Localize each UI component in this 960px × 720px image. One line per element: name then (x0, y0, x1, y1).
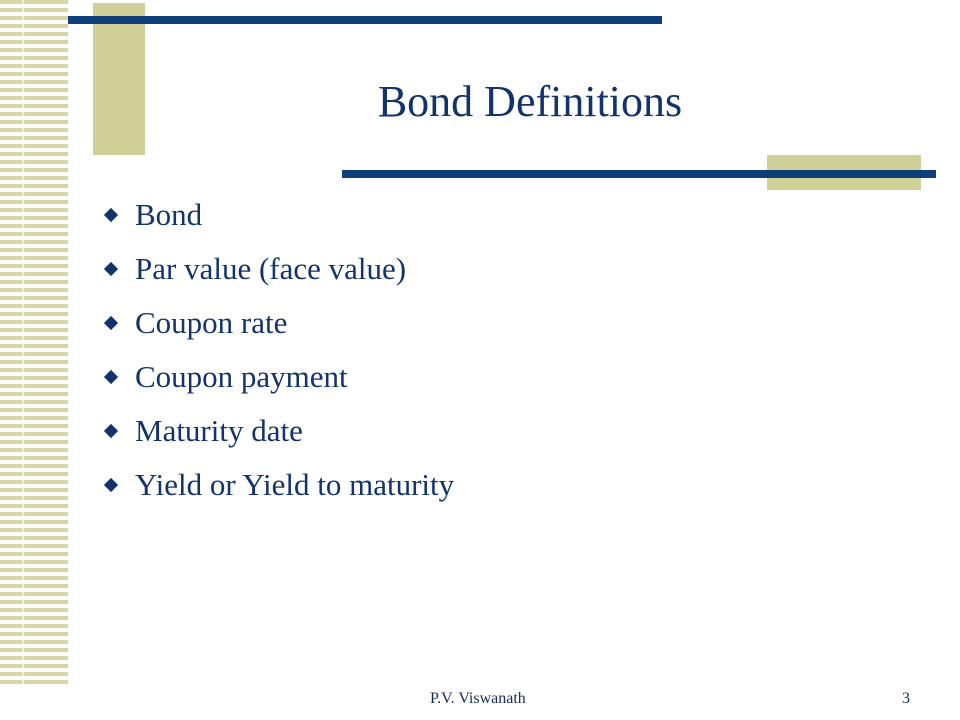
left-striped-margin (0, 0, 68, 684)
diamond-bullet-icon (104, 262, 118, 276)
diamond-bullet-icon (104, 424, 118, 438)
bullet-item-yield (104, 458, 454, 512)
bullet-label: Par value (face value) (135, 251, 407, 286)
diamond-bullet-icon (104, 370, 118, 384)
diamond-bullet-icon (104, 316, 118, 330)
bullet-item-par-value (104, 242, 454, 296)
bullet-label: Coupon payment (135, 359, 348, 394)
diamond-bullet-icon (104, 478, 118, 492)
bullet-label: Bond (135, 197, 203, 232)
bullet-item-coupon-payment (104, 350, 454, 404)
slide-title: Bond Definitions (377, 77, 683, 126)
diamond-bullet-icon (104, 208, 118, 222)
bullet-item-bond (104, 188, 454, 242)
top-decorative-square (93, 3, 145, 155)
bullet-item-coupon-rate (104, 296, 454, 350)
slide-number: 3 (902, 690, 910, 707)
right-decorative-bar (342, 170, 936, 178)
bullet-label: Coupon rate (135, 305, 288, 340)
bullet-label: Maturity date (135, 413, 303, 448)
bullet-label: Yield or Yield to maturity (135, 467, 455, 502)
bullet-item-maturity-date (104, 404, 454, 458)
footer-author: P.V. Viswanath (430, 690, 526, 707)
top-decorative-bar (68, 16, 662, 24)
bullet-list (104, 188, 454, 512)
